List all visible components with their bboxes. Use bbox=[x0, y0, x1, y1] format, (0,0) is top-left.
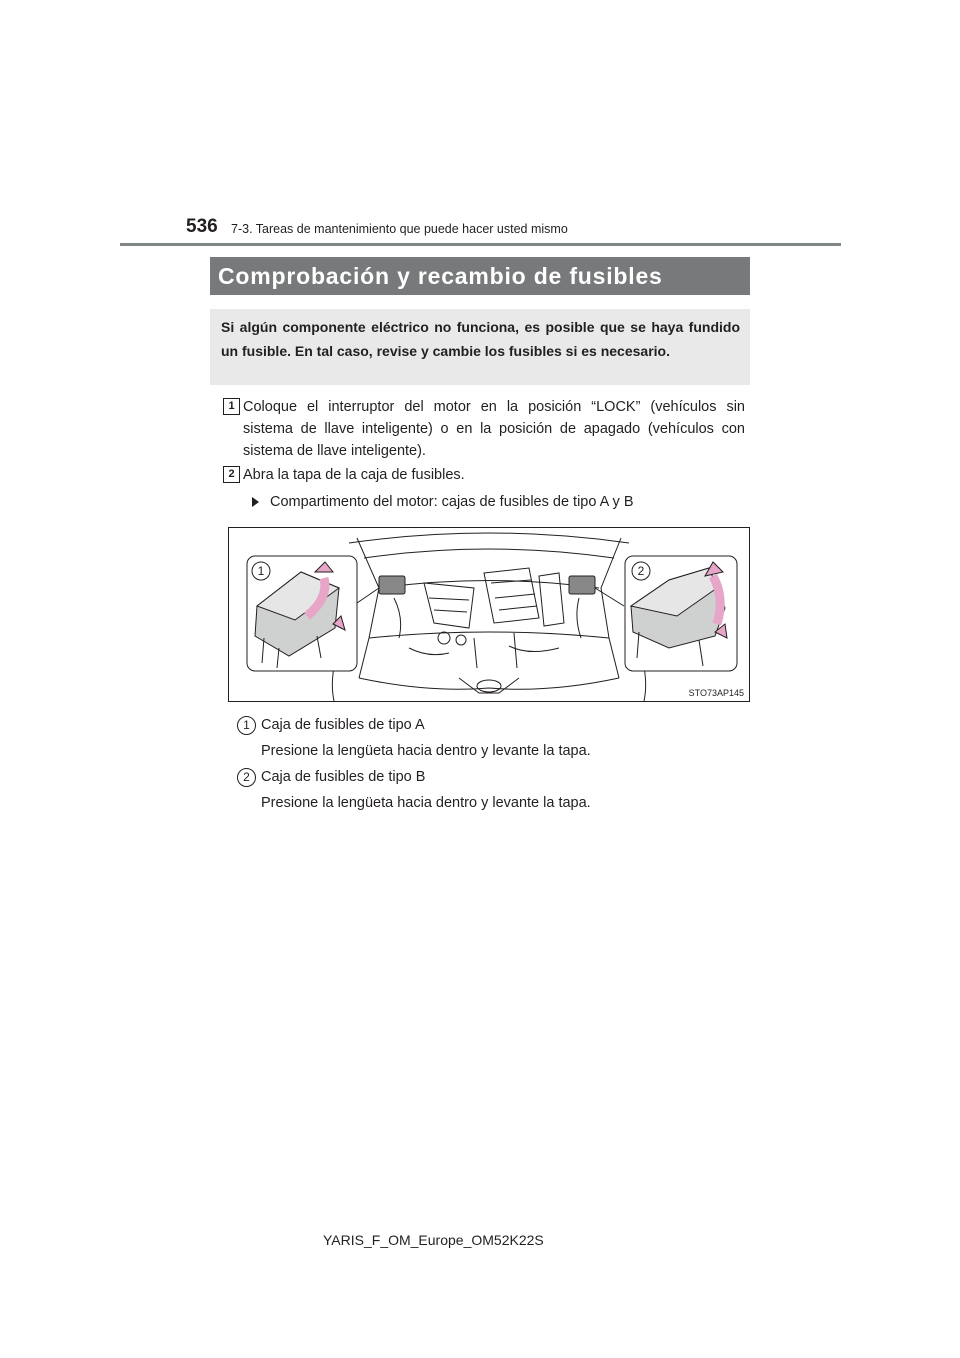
legend-2-note: Presione la lengüeta hacia dentro y levante la tapa. bbox=[261, 795, 591, 811]
figure-callout-2: 2 bbox=[637, 564, 645, 578]
section-title: 7-3. Tareas de mantenimiento que puede hacer usted mismo bbox=[231, 222, 568, 236]
step-1-number: 1 bbox=[223, 398, 240, 415]
header-rule bbox=[120, 243, 841, 246]
step-2-text: Abra la tapa de la caja de fusibles. bbox=[243, 467, 465, 483]
step-1-line-1: Coloque el interruptor del motor en la posición “LOCK” (vehículos sin bbox=[243, 399, 745, 415]
engine-illustration bbox=[229, 528, 749, 701]
legend-2-number: 2 bbox=[237, 768, 256, 787]
step-1-line-3: sistema de llave inteligente). bbox=[243, 443, 426, 459]
bullet-arrow-icon bbox=[252, 497, 259, 507]
engine-compartment-figure bbox=[228, 527, 750, 702]
step-2-number: 2 bbox=[223, 466, 240, 483]
bullet-text: Compartimento del motor: cajas de fusibles de tipo A y B bbox=[270, 494, 634, 510]
page-title: Comprobación y recambio de fusibles bbox=[210, 257, 750, 295]
step-1-text bbox=[243, 396, 745, 462]
legend-2-title: Caja de fusibles de tipo B bbox=[261, 769, 426, 785]
intro-box: Si algún componente eléctrico no funciona, es posible que se haya fundido un fusible. En tal caso, revise y cambie los fusibles si es necesario. bbox=[210, 309, 750, 385]
bay-fuse-boxes bbox=[379, 576, 595, 594]
legend-1-note: Presione la lengüeta hacia dentro y levante la tapa. bbox=[261, 743, 591, 759]
page-number: 536 bbox=[186, 216, 218, 237]
figure-callout-1: 1 bbox=[257, 564, 265, 578]
step-1-line-2: sistema de llave inteligente) o en la posición de apagado (vehículos con bbox=[243, 421, 745, 437]
figure-code: STO73AP145 bbox=[688, 688, 744, 698]
engine-bay-drawing bbox=[332, 533, 645, 701]
legend-1-title: Caja de fusibles de tipo A bbox=[261, 717, 425, 733]
legend-1-number: 1 bbox=[237, 716, 256, 735]
document-footer: YARIS_F_OM_Europe_OM52K22S bbox=[323, 1232, 544, 1248]
